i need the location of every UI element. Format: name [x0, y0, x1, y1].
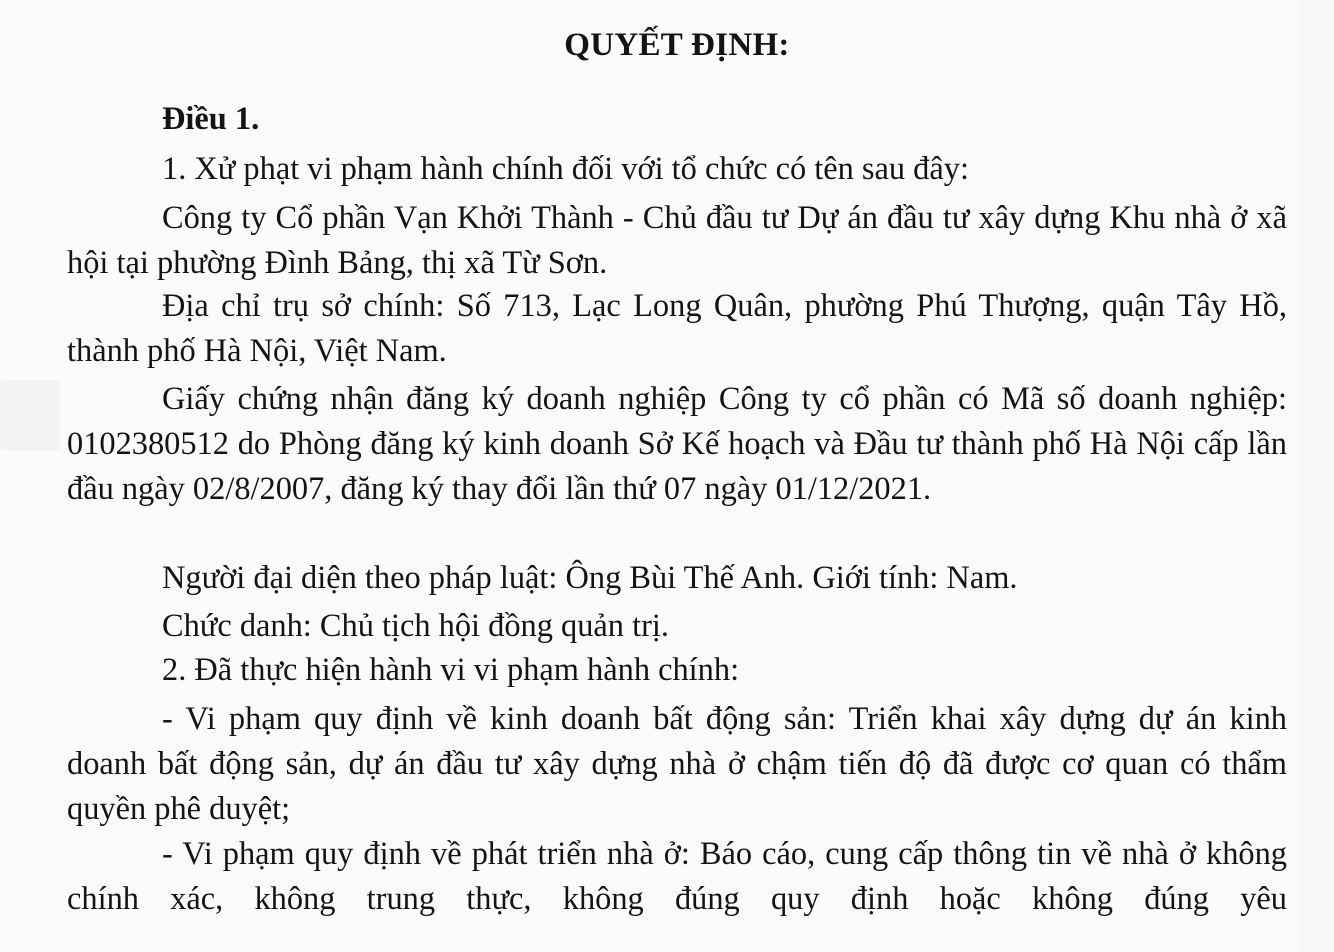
paragraph-legal-representative: Người đại diện theo pháp luật: Ông Bùi Thế Anh. Giới tính: Nam.: [162, 560, 1018, 596]
paragraph-company-name: Công ty Cổ phần Vạn Khởi Thành - Chủ đầu tư Dự án đầu tư xây dựng Khu nhà ở xã hội tại phường Đình Bảng, thị xã Từ Sơn.: [67, 200, 1287, 281]
scan-edge-shadow: [1300, 0, 1334, 952]
paragraph-penalty-intro: 1. Xử phạt vi phạm hành chính đối với tổ chức có tên sau đây:: [162, 151, 969, 187]
paragraph-violations-intro: 2. Đã thực hiện hành vi vi phạm hành chính:: [162, 652, 740, 688]
paragraph-violation-housing: - Vi phạm quy định về phát triển nhà ở: Báo cáo, cung cấp thông tin về nhà ở không chính xác, không trung thực, không đúng quy định hoặc không đúng yêu: [67, 836, 1287, 917]
scan-shadow-mark: [0, 380, 60, 450]
document-title: QUYẾT ĐỊNH:: [564, 27, 790, 63]
paragraph-position: Chức danh: Chủ tịch hội đồng quản trị.: [162, 608, 669, 644]
paragraph-business-registration: Giấy chứng nhận đăng ký doanh nghiệp Công ty cổ phần có Mã số doanh nghiệp: 0102380512 do Phòng đăng ký kinh doanh Sở Kế hoạch và Đầu tư thành phố Hà Nội cấp lần đầu ngày 02/8/2007, đăng ký thay đổi lần thứ 07 ngày 01/12/2021.: [67, 381, 1287, 507]
article-heading: Điều 1.: [162, 101, 260, 137]
paragraph-violation-real-estate: - Vi phạm quy định về kinh doanh bất động sản: Triển khai xây dựng dự án kinh doanh bất động sản, dự án đầu tư xây dựng nhà ở chậm tiến độ đã được cơ quan có thẩm quyền phê duyệt;: [67, 701, 1287, 827]
paragraph-address: Địa chỉ trụ sở chính: Số 713, Lạc Long Quân, phường Phú Thượng, quận Tây Hồ, thành phố Hà Nội, Việt Nam.: [67, 288, 1287, 369]
